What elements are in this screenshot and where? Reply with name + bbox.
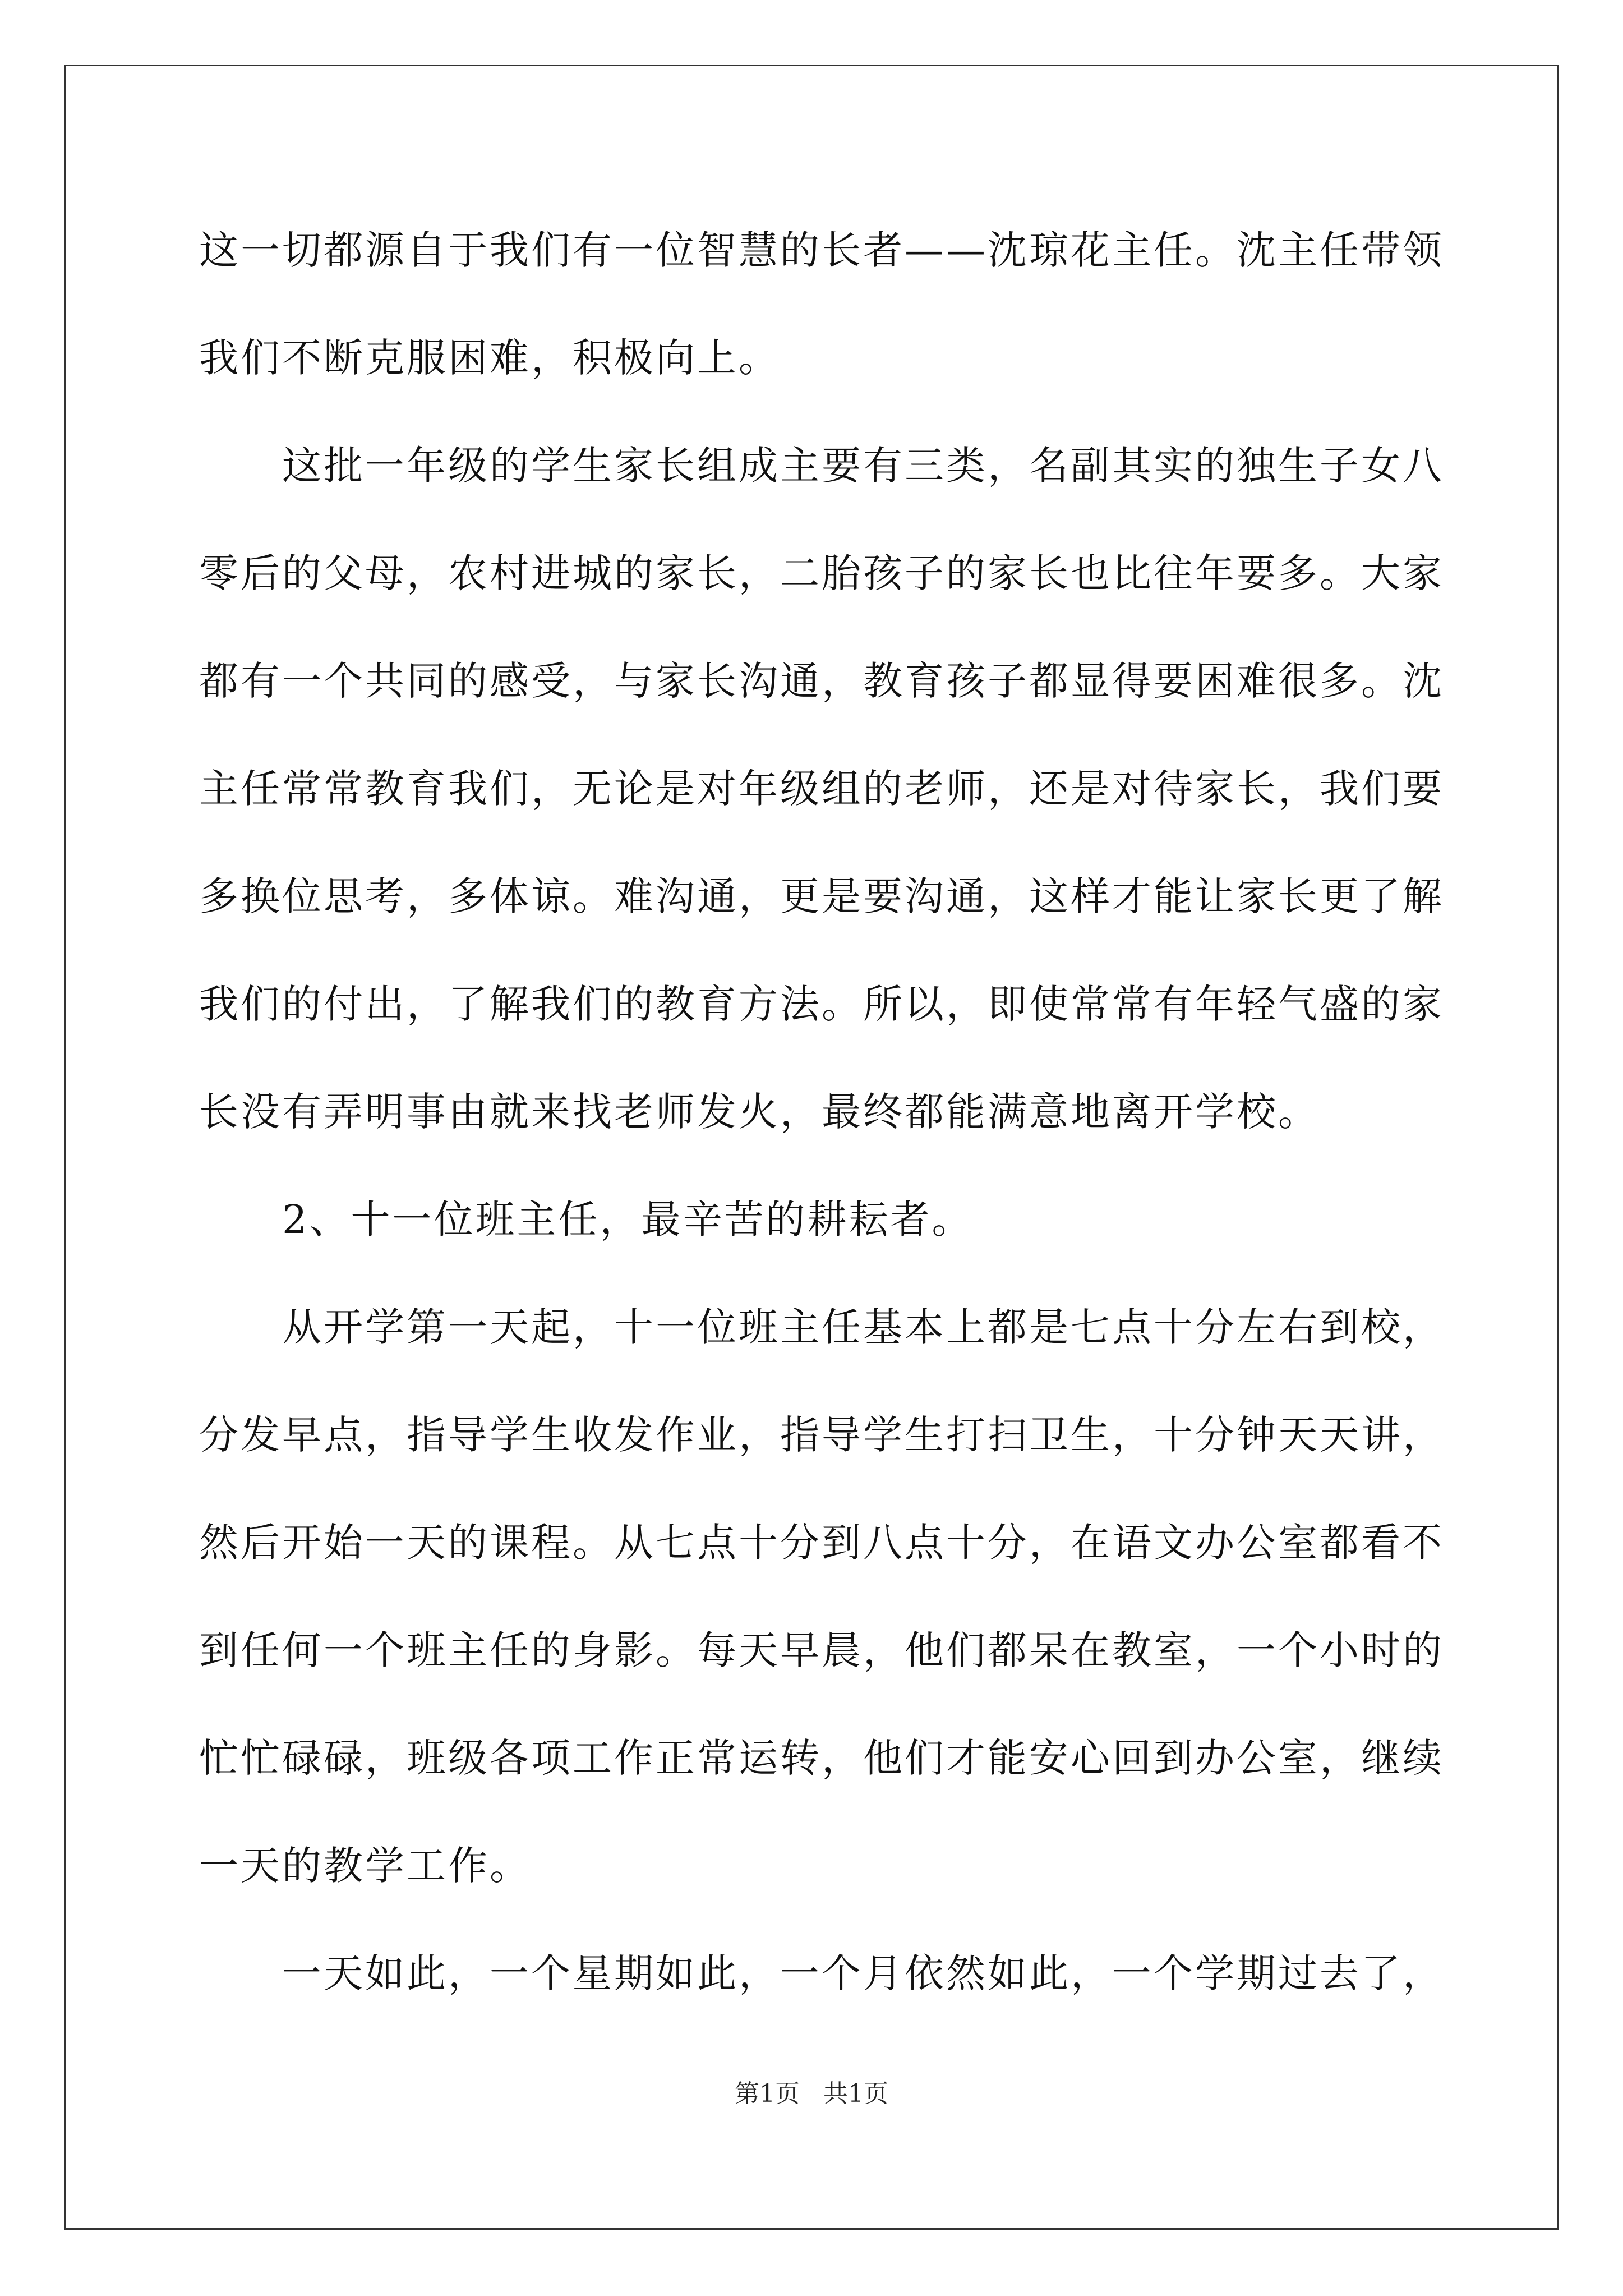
text-line: 从开学第一天起，十一位班主任基本上都是七点十分左右到校， [199,1304,1444,1350]
text-line: 长没有弄明事由就来找老师发火，最终都能满意地离开学校。 [199,1089,1320,1135]
text-line: 一天的教学工作。 [199,1843,531,1889]
text-line: 这批一年级的学生家长组成主要有三类，名副其实的独生子女八 [199,443,1444,489]
text-line: 多换位思考，多体谅。难沟通，更是要沟通，这样才能让家长更了解 [199,873,1444,919]
document-body [199,217,1444,2047]
text-line: 一天如此，一个星期如此，一个月依然如此，一个学期过去了， [199,1950,1444,1996]
section-heading: 2、十一位班主任，最辛苦的耕耘者。 [199,1197,974,1243]
text-line: 这一切都源自于我们有一位智慧的长者——沈琼花主任。沈主任带领 [199,227,1444,273]
page-number: 第1页 共1页 [735,2079,888,2108]
text-line: 零后的父母，农村进城的家长，二胎孩子的家长也比往年要多。大家 [199,550,1444,596]
text-line: 主任常常教育我们，无论是对年级组的老师，还是对待家长，我们要 [199,766,1444,812]
text-line: 我们的付出，了解我们的教育方法。所以，即使常常有年轻气盛的家 [199,981,1444,1027]
text-line: 然后开始一天的课程。从七点十分到八点十分，在语文办公室都看不 [199,1520,1444,1566]
text-line: 到任何一个班主任的身影。每天早晨，他们都呆在教室，一个小时的 [199,1627,1444,1673]
text-line: 分发早点，指导学生收发作业，指导学生打扫卫生，十分钟天天讲， [199,1412,1444,1458]
text-line: 忙忙碌碌，班级各项工作正常运转，他们才能安心回到办公室，继续 [199,1735,1444,1781]
text-line: 我们不断克服困难，积极向上。 [199,335,780,381]
text-line: 都有一个共同的感受，与家长沟通，教育孩子都显得要困难很多。沈 [199,658,1444,704]
